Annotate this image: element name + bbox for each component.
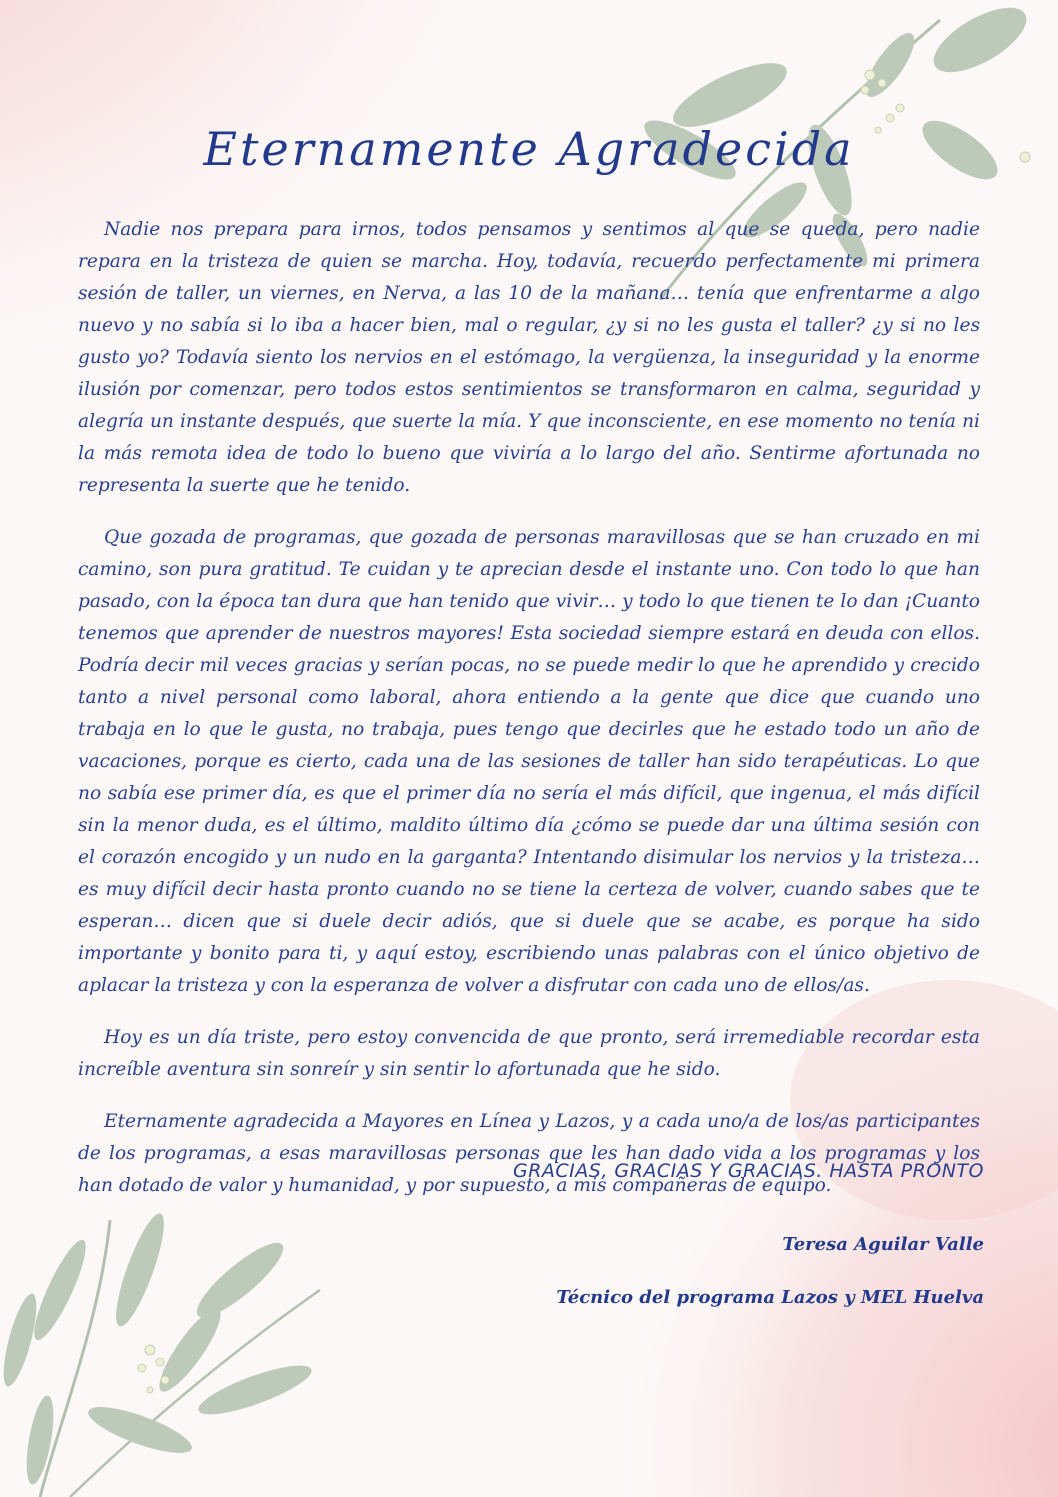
paragraph-2: Que gozada de programas, que gozada de personas maravillosas que se han cruzado en mi camino, son pura gratitud. Te cuidan y te aprecian desde el instante uno. Con todo lo que han pasado, con la época tan dura que han tenido que vivir… y todo lo que tienen te lo dan ¡Cuanto tenemos que aprender de nuestros mayores! Esta sociedad siempre estará en deuda con ellos. Podría decir mil veces gracias y serían pocas, no se puede medir lo que he aprendido y crecido tanto a nivel personal como laboral, ahora entiendo a la gente que dice que cuando uno trabaja en lo que le gusta, no trabaja, pues tengo que decirles que he estado todo un año de vacaciones, porque es cierto, cada una de las sesiones de taller han sido terapéuticas. Lo que no sabía ese primer día, es que el primer día no sería el más difícil, que ingenua, el más difícil sin la menor duda, es el último, maldito último día ¿cómo se puede dar una última sesión con el corazón encogido y un nudo en la garganta? Intentando disimular los nervios y la tristeza… es muy difícil decir hasta pronto cuando no se tiene la certeza de volver, cuando sabes que te esperan… dicen que si duele decir adiós, que si duele que se acabe, es porque ha sido importante y bonito para ti, y aquí estoy, escribiendo unas palabras con el único objetivo de aplacar la tristeza y con la esperanza de volver a disfrutar con cada uno de ellos/as. bbox=[78, 527, 980, 996]
signature-name: Teresa Aguilar Valle bbox=[782, 1234, 984, 1255]
closing-line: GRACIAS, GRACIAS Y GRACIAS. HASTA PRONTO bbox=[512, 1160, 984, 1182]
paragraph-4: Eternamente agradecida a Mayores en Línea y Lazos, y a cada uno/a de los/as participantes de los programas, a esas maravillosas personas que les han dado vida a los programas y los han dotado de valor y humanidad, y por supuesto, a mis compañeras de equipo. bbox=[78, 1111, 980, 1196]
paragraph-3: Hoy es un día triste, pero estoy convencida de que pronto, será irremediable recordar esta increíble aventura sin sonreír y sin sentir lo afortunada que he sido. bbox=[78, 1027, 980, 1080]
paragraph-1: Nadie nos prepara para irnos, todos pensamos y sentimos al que se queda, pero nadie repara en la tristeza de quien se marcha. Hoy, todavía, recuerdo perfectamente mi primera sesión de taller, un viernes, en Nerva, a las 10 de la mañana… tenía que enfrentarme a algo nuevo y no sabía si lo iba a hacer bien, mal o regular, ¿y si no les gusta el taller? ¿y si no les gusto yo? Todavía siento los nervios en el estómago, la vergüenza, la inseguridad y la enorme ilusión por comenzar, pero todos estos sentimientos se transformaron en calma, seguridad y alegría un instante después, que suerte la mía. Y que inconsciente, en ese momento no tenía ni la más remota idea de todo lo bueno que viviría a lo largo del año. Sentirme afortunada no representa la suerte que he tenido. bbox=[78, 219, 980, 496]
page-title: Eternamente Agradecida bbox=[203, 122, 855, 176]
letter-body bbox=[78, 214, 980, 1222]
signature-role: Técnico del programa Lazos y MEL Huelva bbox=[556, 1287, 984, 1308]
